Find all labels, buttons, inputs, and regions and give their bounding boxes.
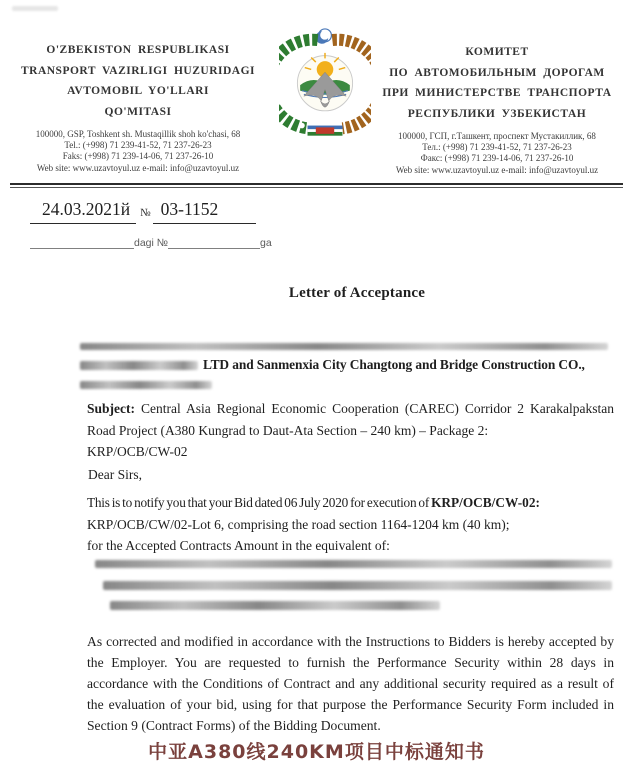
notify-lot-line: KRP/OCB/CW/02-Lot 6, comprising the road section 1164-1204 km (40 km); [87,516,510,532]
reference-date: 24.03.2021й [30,199,136,224]
uzbekistan-coat-of-arms-icon [279,26,371,146]
subject-paragraph [87,398,614,463]
redaction-bar [110,601,440,610]
scan-smudge [12,6,58,11]
reference-number: 03-1152 [153,199,257,224]
redaction-bar [80,381,212,389]
org-web-uz: Web site: www.uzavtoyul.uz e-mail: info@uzavtoyul.uz [36,162,240,173]
redaction-bar [80,343,608,350]
letterhead-divider-rule [10,183,623,188]
org-title-ru-line: РЕСПУБЛИКИ УЗБЕКИСТАН [407,107,587,120]
subject-text: Central Asia Regional Economic Cooperation (CAREC) Corridor 2 Karakalpakstan Road Project (A380 Kungrad to Daut-Ata Section – 240 km) – Package 2: [87,401,614,438]
org-web-ru: Web site: www.uzavtoyul.uz e-mail: info@uzavtoyul.uz [395,164,599,175]
blank-underline [168,236,260,249]
org-address-uz: 100000, GSP, Toshkent sh. Mustaqillik shoh ko'chasi, 68 [35,129,241,139]
subject-reference-code: KRP/OCB/CW-02 [87,444,188,459]
org-tel-ru: Тел.: (+998) 71 239-41-52, 71 237-26-23 [422,142,572,153]
letter-title: Letter of Acceptance [288,285,426,301]
ga-label: ga [260,237,272,249]
notify-text: This is to notify you that your Bid dated 06 July 2020 for execution of [87,495,432,510]
org-fax-ru: Факс: (+998) 71 239-14-06, 71 237-26-10 [420,153,574,164]
salutation: Dear Sirs, [88,467,142,482]
blank-underline [30,236,134,249]
acceptance-paragraph: As corrected and modified in accordance with the Instructions to Bidders is hereby accepted by the Employer. You are requested to furnish the Performance Security within 28 days in accordance with the Conditions of Contract and any additional security required as a result of the evaluation of your bid, using for that purpose the Performance Security Form included in Section 9 (Contract Forms) of the Bidding Document. [87,634,614,733]
org-title-ru-line: ПРИ МИНИСТЕРСТВЕ ТРАНСПОРТА [382,87,612,99]
org-address-ru: 100000, ГСП, г.Ташкент, проспект Мустакиллик, 68 [398,131,596,141]
org-title-ru-line: КОМИТЕТ [465,46,529,58]
chinese-caption: 中亚A380线240KM项目中标通知书 [148,741,485,763]
letterhead-uzbek-block [8,40,268,174]
org-title-uz-line: TRANSPORT VAZIRLIGI HUZURIDAGI [20,64,256,77]
addressee-block [80,343,615,389]
dagi-label: dagi № [134,237,169,249]
org-fax-uz: Faks: (+998) 71 239-14-06, 71 237-26-10 [62,151,214,162]
org-title-uz-line: O'ZBEKISTON RESPUBLIKASI [46,44,230,56]
letterhead-russian-block [366,42,628,176]
contract-code-bold: KRP/OCB/CW-02: [431,495,540,510]
redaction-bar [95,560,612,568]
notify-amount-line: for the Accepted Contracts Amount in the equivalent of: [87,538,390,553]
redaction-bar [103,581,612,590]
addressee-name: LTD and Sanmenxia City Changtong and Bridge Construction CO., [203,357,585,372]
org-title-ru-line: ПО АВТОМОБИЛЬНЫМ ДОРОГАМ [389,66,605,79]
redaction-bar [80,361,198,370]
reference-reply-line [30,236,272,249]
subject-label: Subject: [87,401,135,416]
notification-paragraph [87,492,627,557]
reference-line [30,199,256,224]
org-title-uz-line: QO'MITASI [104,105,172,118]
org-tel-uz: Tel.: (+998) 71 239-41-52, 71 237-26-23 [64,140,212,151]
org-title-uz-line: AVTOMOBIL YO'LLARI [67,85,209,97]
number-sign: № [140,207,151,219]
